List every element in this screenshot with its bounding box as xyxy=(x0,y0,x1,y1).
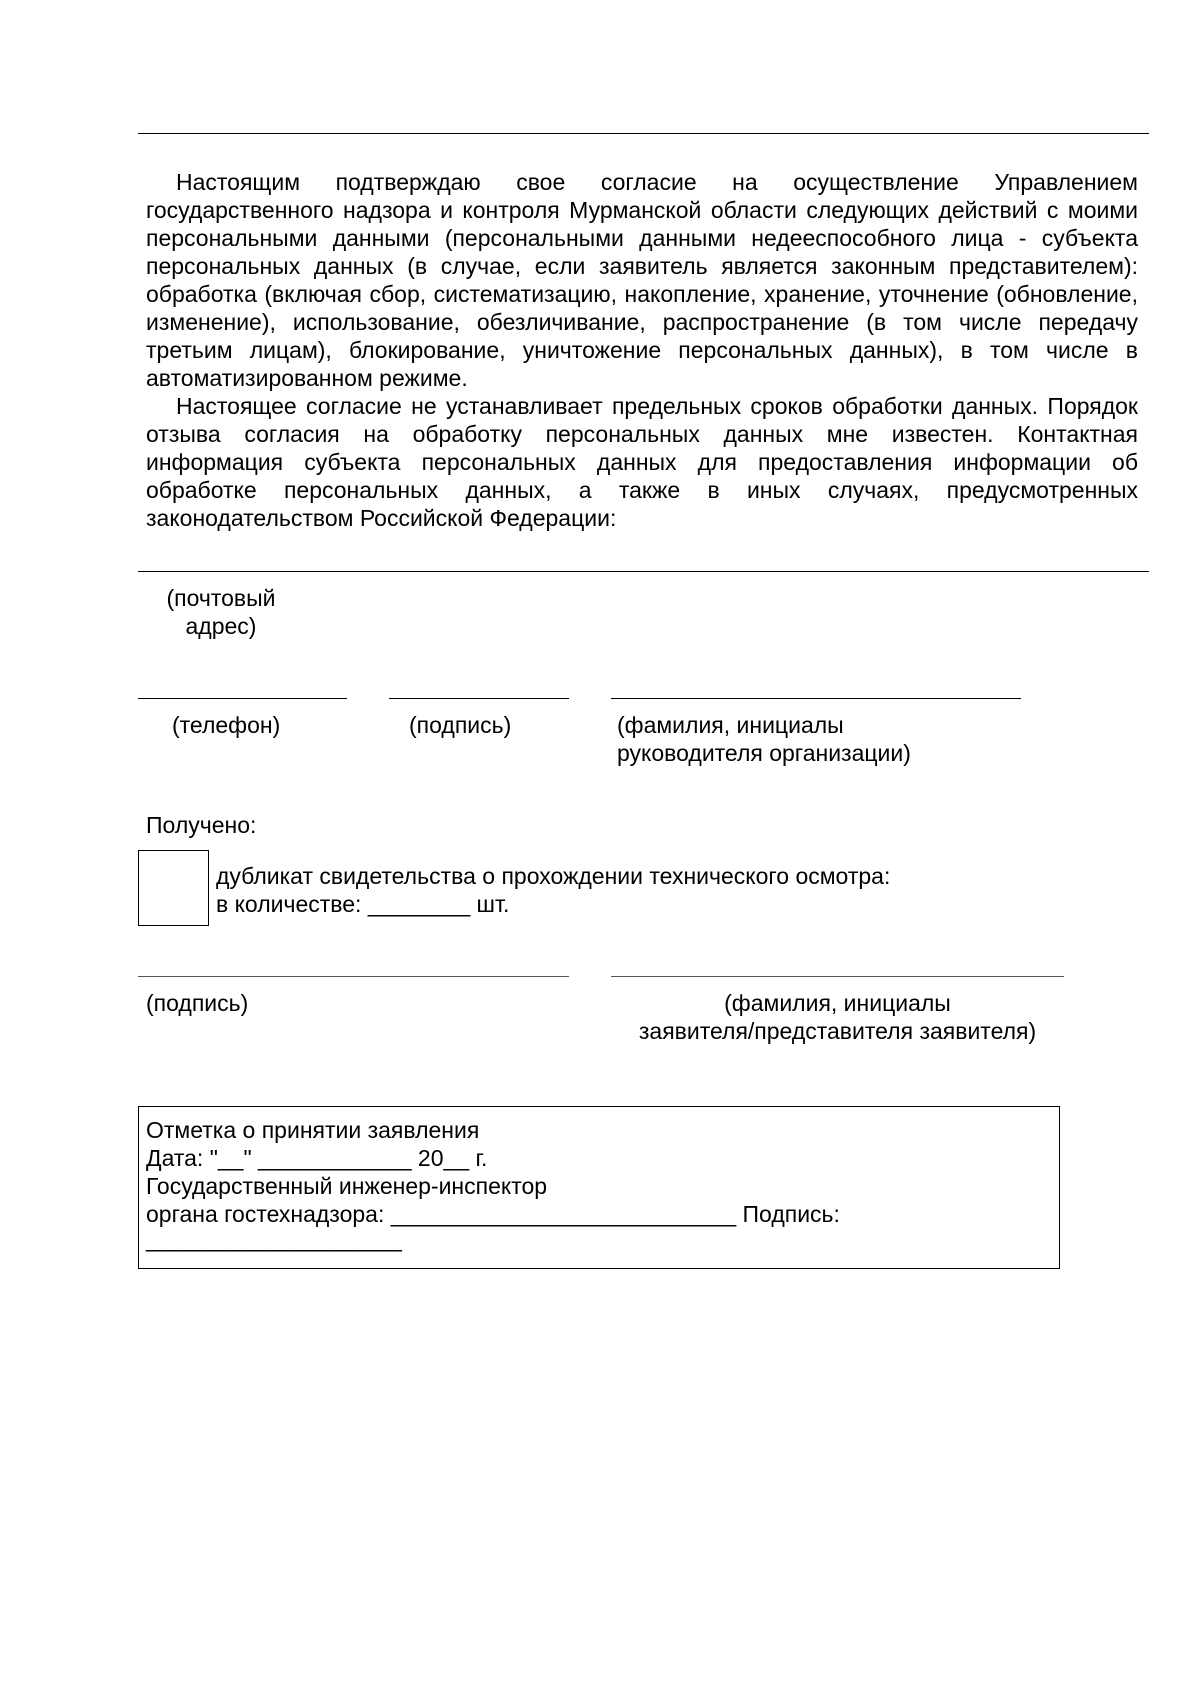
head-name-label xyxy=(617,711,911,767)
applicant-name-label-line2: заявителя/представителя заявителя) xyxy=(638,1018,1037,1044)
received-item-line1: дубликат свидетельства о прохождении технического осмотра: xyxy=(216,863,891,889)
received-item xyxy=(216,862,890,918)
acceptance-inspector-line1: Государственный инженер-инспектор xyxy=(146,1173,548,1199)
phone-line xyxy=(138,698,347,699)
postal-address-label-line1: (почтовый xyxy=(166,585,276,611)
head-name-line xyxy=(611,698,1021,699)
postal-address-line xyxy=(138,571,1149,572)
head-name-label-line2: руководителя организации) xyxy=(617,740,911,766)
applicant-name-label xyxy=(611,989,1064,1045)
received-item-line2: в количестве: ________ шт. xyxy=(216,891,510,917)
acceptance-date: Дата: "__" ____________ 20__ г. xyxy=(146,1145,488,1171)
consent-paragraph-2: Настоящее согласие не устанавливает предельных сроков обработки данных. Порядок отзыва согласия на обработку персональных данных мне известен. Контактная информация субъекта персональных данных для предоставления информации об обработке персональных данных, а также в иных случаях, предусмотренных законодательством Российской Федерации: xyxy=(146,393,1138,531)
applicant-signature-label: (подпись) xyxy=(146,990,249,1016)
applicant-name-line xyxy=(611,976,1064,977)
signature-label: (подпись) xyxy=(409,712,512,738)
acceptance-title: Отметка о принятии заявления xyxy=(146,1117,480,1143)
received-title: Получено: xyxy=(146,812,257,838)
phone-label: (телефон) xyxy=(172,712,281,738)
consent-paragraph-1: Настоящим подтверждаю свое согласие на осуществление Управлением государственного надзора и контроля Мурманской области следующих действий с моими персональными данными (персональными данными недееспособного лица - субъекта персональных данных (в случае, если заявитель является законным представителем): обработка (включая сбор, систематизацию, накопление, хранение, уточнение (обновление, изменение), использование, обезличивание, распространение (в том числе передачу третьим лицам), блокирование, уничтожение персональных данных), в том числе в автоматизированном режиме. xyxy=(146,169,1138,391)
head-name-label-line1: (фамилия, инициалы xyxy=(617,712,844,738)
acceptance-inspector-line2: органа гостехнадзора: ___________________________ Подпись: xyxy=(146,1201,840,1227)
received-checkbox[interactable] xyxy=(138,850,209,926)
applicant-signature-line xyxy=(138,976,569,977)
top-divider xyxy=(138,133,1149,134)
acceptance-box xyxy=(138,1106,1060,1269)
signature-line xyxy=(389,698,569,699)
applicant-name-label-line1: (фамилия, инициалы xyxy=(724,990,951,1016)
postal-address-label-line2: адрес) xyxy=(185,613,257,639)
acceptance-signature-blank: ____________________ xyxy=(146,1226,402,1252)
postal-address-label xyxy=(146,584,296,640)
